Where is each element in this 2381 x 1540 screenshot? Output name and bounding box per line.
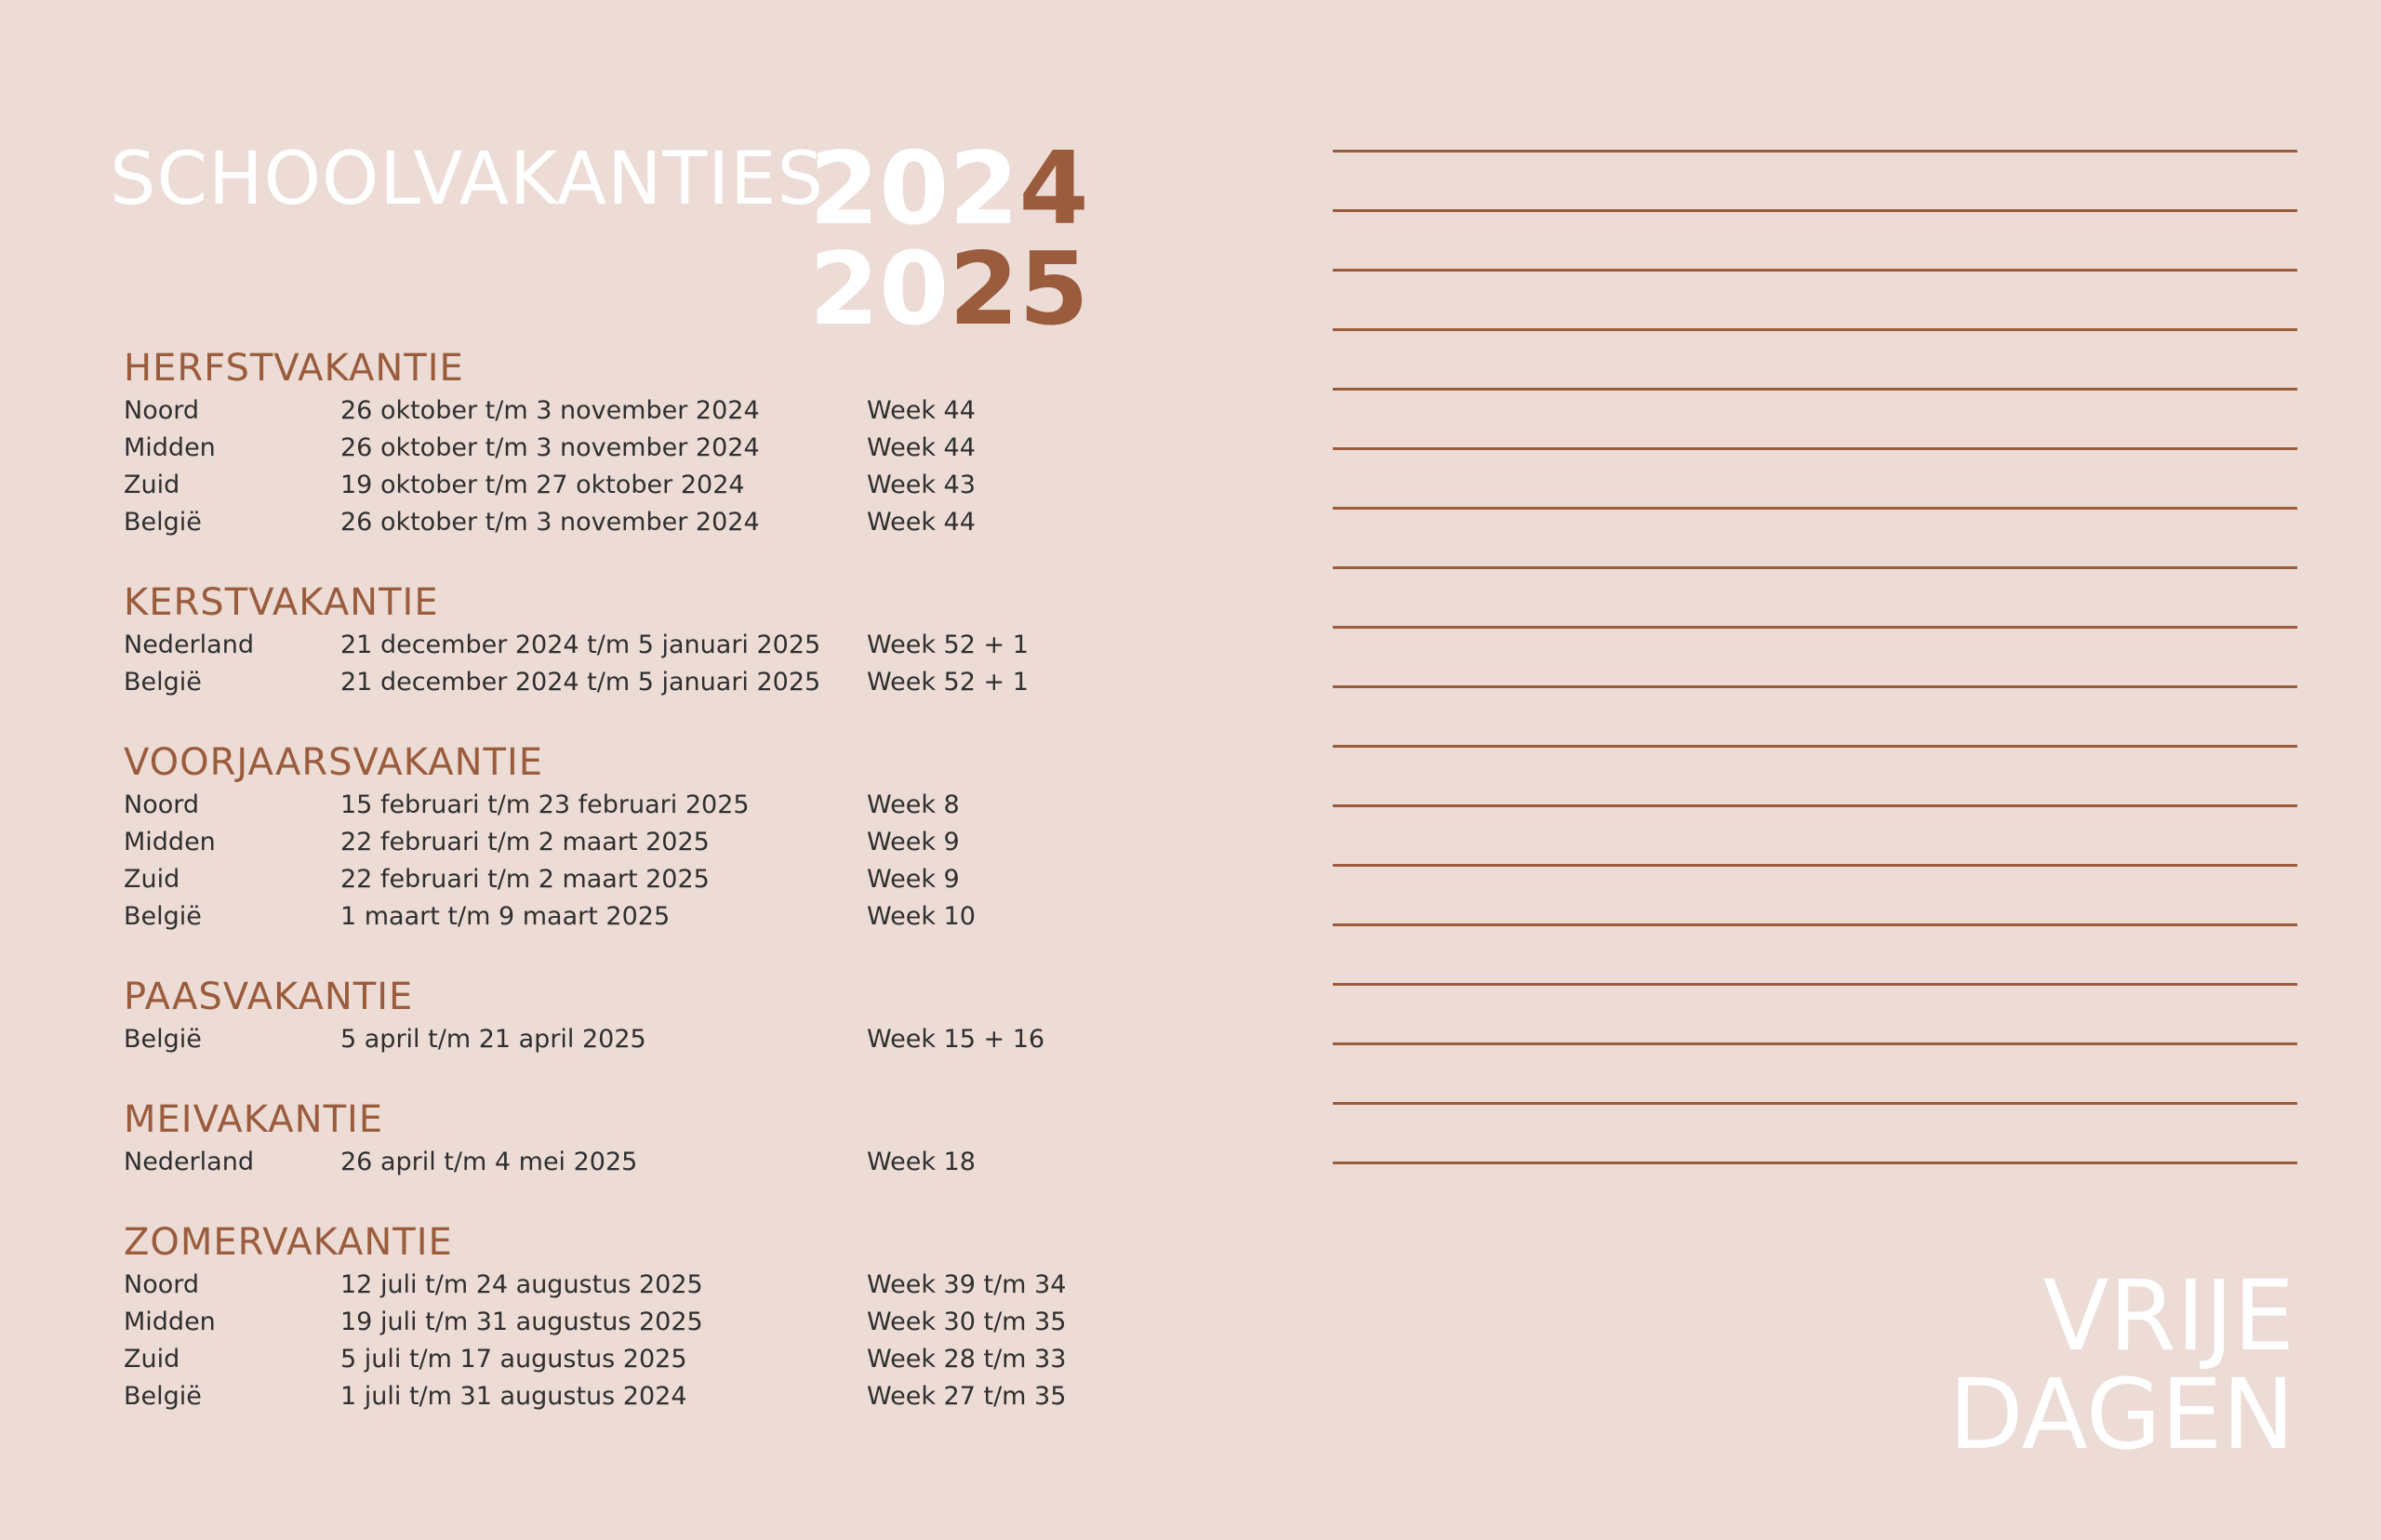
week: Week 52 + 1: [867, 631, 1029, 659]
region: Noord: [124, 1270, 199, 1299]
writing-line: [1333, 388, 2297, 391]
writing-line: [1333, 864, 2297, 867]
table-row: [124, 504, 1147, 541]
dates: 26 april t/m 4 mei 2025: [340, 1148, 638, 1176]
week: Week 52 + 1: [867, 668, 1029, 697]
year-range: [809, 131, 1089, 348]
dates: 5 juli t/m 17 augustus 2025: [340, 1345, 687, 1374]
writing-line: [1333, 626, 2297, 629]
week: Week 9: [867, 828, 960, 856]
region: Noord: [124, 790, 199, 819]
dates: 26 oktober t/m 3 november 2024: [340, 396, 760, 425]
section-heading: HERFSTVAKANTIE: [124, 347, 464, 390]
dates: 19 juli t/m 31 augustus 2025: [340, 1308, 703, 1336]
week: Week 9: [867, 865, 960, 894]
region: België: [124, 902, 202, 931]
writing-line: [1333, 1102, 2297, 1105]
week: Week 43: [867, 471, 976, 499]
table-row: [124, 1341, 1147, 1378]
region: Nederland: [124, 1148, 254, 1176]
region: Midden: [124, 1308, 216, 1336]
region: België: [124, 508, 202, 537]
week: Week 18: [867, 1148, 976, 1176]
region: België: [124, 1025, 202, 1054]
dates: 15 februari t/m 23 februari 2025: [340, 790, 750, 819]
page-title: SCHOOLVAKANTIES: [110, 138, 824, 221]
table-row: [124, 1144, 1147, 1181]
week: Week 28 t/m 33: [867, 1345, 1067, 1374]
region: Midden: [124, 828, 216, 856]
dates: 22 februari t/m 2 maart 2025: [340, 865, 710, 894]
year-start: 2024: [809, 131, 1089, 247]
table-row: [124, 1304, 1147, 1341]
section-paasvakantie: [124, 973, 1147, 1058]
dates: 1 juli t/m 31 augustus 2024: [340, 1382, 687, 1411]
table-row: [124, 1267, 1147, 1304]
dates: 26 oktober t/m 3 november 2024: [340, 508, 760, 537]
dates: 26 oktober t/m 3 november 2024: [340, 433, 760, 462]
region: Midden: [124, 433, 216, 462]
writing-line: [1333, 209, 2297, 212]
writing-line: [1333, 507, 2297, 510]
section-kerstvakantie: [124, 578, 1147, 701]
week: Week 10: [867, 902, 976, 931]
week: Week 15 + 16: [867, 1025, 1045, 1054]
region: België: [124, 668, 202, 697]
table-row: [124, 824, 1147, 861]
writing-line: [1333, 328, 2297, 331]
section-herfstvakantie: [124, 344, 1147, 541]
table-row: [124, 627, 1147, 664]
dates: 12 juli t/m 24 augustus 2025: [340, 1270, 703, 1299]
writing-line: [1333, 745, 2297, 748]
table-row: [124, 392, 1147, 430]
table-row: [124, 430, 1147, 467]
footer-title: [1949, 1259, 2295, 1471]
week: Week 44: [867, 433, 976, 462]
writing-line: [1333, 1042, 2297, 1045]
region: Nederland: [124, 631, 254, 659]
dates: 21 december 2024 t/m 5 januari 2025: [340, 668, 821, 697]
table-row: [124, 787, 1147, 824]
week: Week 27 t/m 35: [867, 1382, 1067, 1411]
section-meivakantie: [124, 1095, 1147, 1181]
section-voorjaarsvakantie: [124, 738, 1147, 936]
table-row: [124, 467, 1147, 504]
section-heading: PAASVAKANTIE: [124, 976, 414, 1018]
writing-line: [1333, 447, 2297, 450]
writing-line: [1333, 685, 2297, 688]
writing-line: [1333, 983, 2297, 986]
writing-line: [1333, 269, 2297, 272]
table-row: [124, 1378, 1147, 1415]
writing-lines: [1333, 150, 2297, 1221]
week: Week 44: [867, 396, 976, 425]
week: Week 44: [867, 508, 976, 537]
dates: 1 maart t/m 9 maart 2025: [340, 902, 671, 931]
week: Week 8: [867, 790, 960, 819]
writing-line: [1333, 1162, 2297, 1164]
dates: 5 april t/m 21 april 2025: [340, 1025, 646, 1054]
region: Zuid: [124, 865, 180, 894]
section-zomervakantie: [124, 1218, 1147, 1415]
section-heading: VOORJAARSVAKANTIE: [124, 741, 544, 784]
region: België: [124, 1382, 202, 1411]
table-row: [124, 664, 1147, 701]
table-row: [124, 898, 1147, 936]
region: Noord: [124, 396, 199, 425]
section-heading: ZOMERVAKANTIE: [124, 1221, 453, 1264]
writing-line: [1333, 150, 2297, 153]
region: Zuid: [124, 471, 180, 499]
year-end: 2025: [809, 232, 1089, 348]
week: Week 39 t/m 34: [867, 1270, 1067, 1299]
region: Zuid: [124, 1345, 180, 1374]
section-heading: KERSTVAKANTIE: [124, 581, 439, 624]
week: Week 30 t/m 35: [867, 1308, 1067, 1336]
table-row: [124, 1021, 1147, 1058]
dates: 19 oktober t/m 27 oktober 2024: [340, 471, 745, 499]
vacation-sections: [124, 344, 1147, 1453]
table-row: [124, 861, 1147, 898]
writing-line: [1333, 804, 2297, 807]
writing-line: [1333, 566, 2297, 569]
writing-line: [1333, 923, 2297, 926]
footer-line-1: VRIJE: [2042, 1259, 2295, 1373]
dates: 21 december 2024 t/m 5 januari 2025: [340, 631, 821, 659]
footer-line-2: DAGEN: [1949, 1358, 2295, 1471]
dates: 22 februari t/m 2 maart 2025: [340, 828, 710, 856]
section-heading: MEIVAKANTIE: [124, 1098, 384, 1141]
